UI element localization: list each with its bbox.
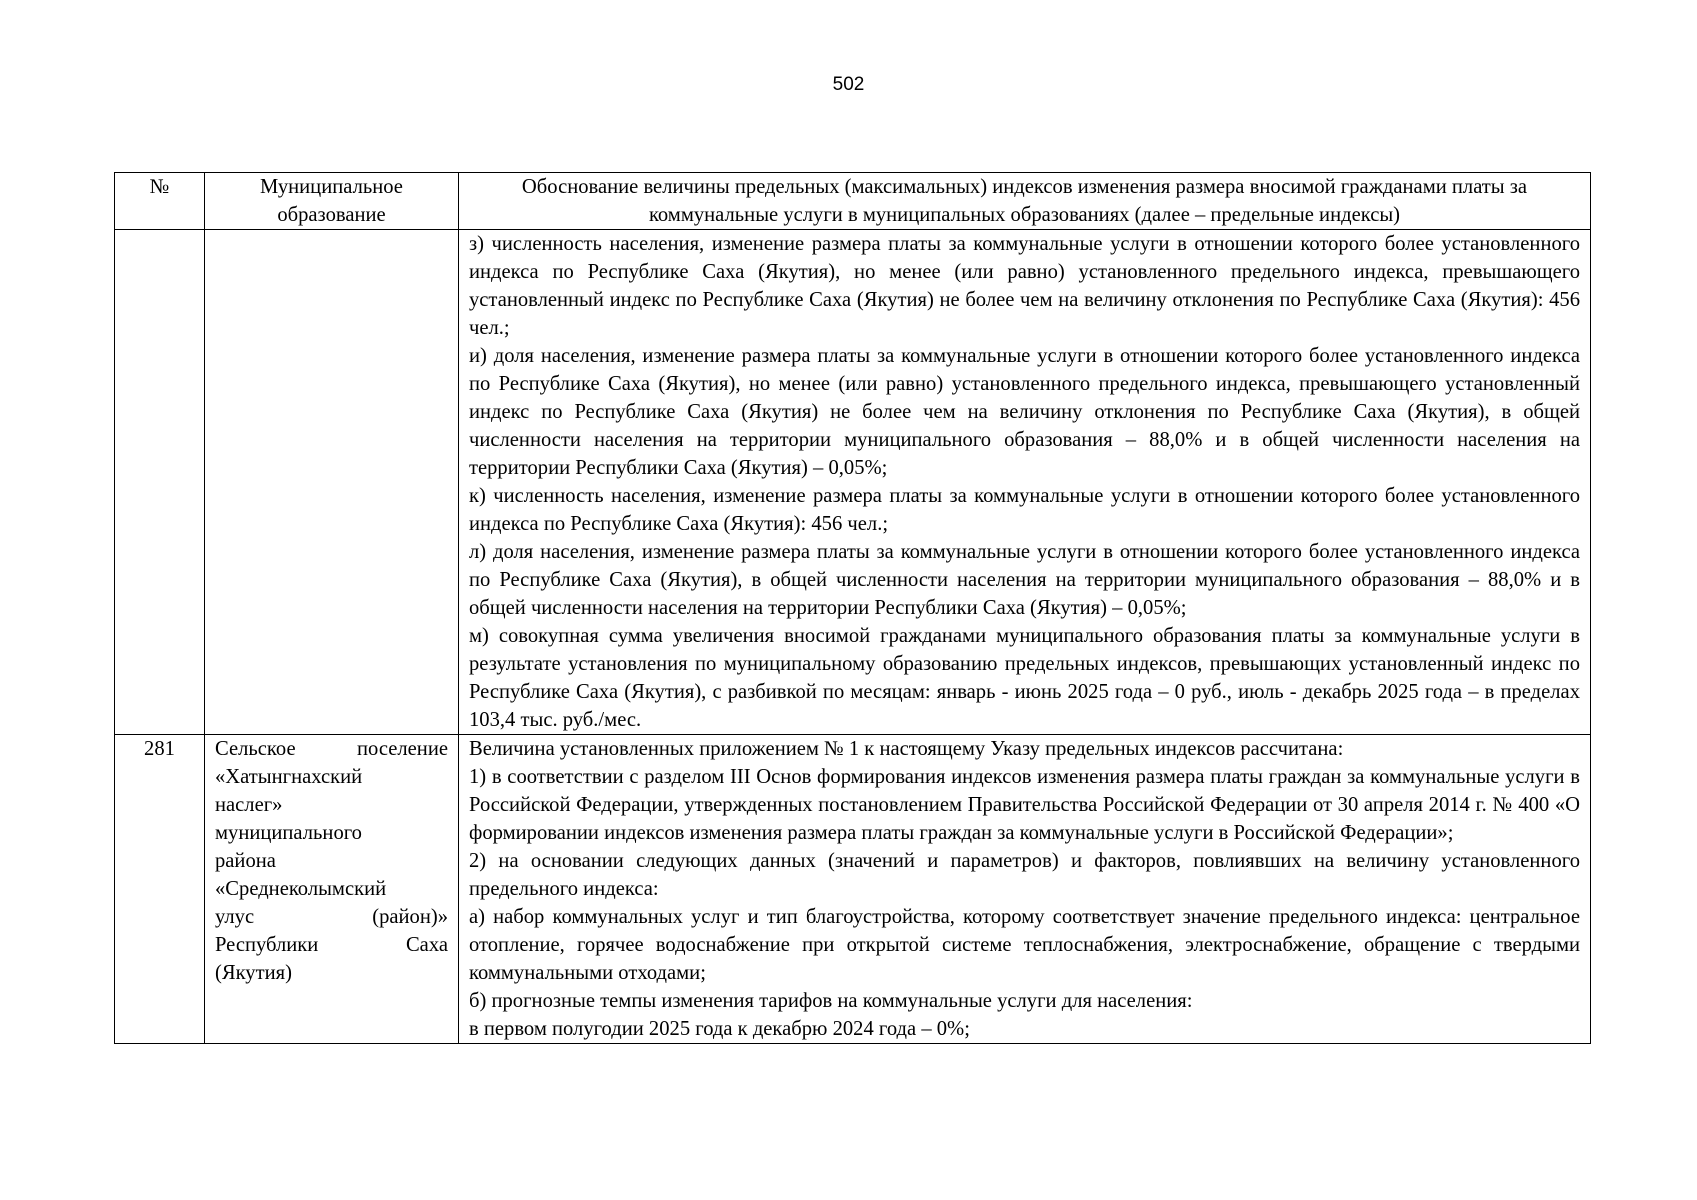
municipality-line: Республики Саха xyxy=(215,934,448,956)
row-number: 281 xyxy=(115,735,205,1044)
page-number: 502 xyxy=(832,74,865,95)
municipality-line: «Среднеколымский xyxy=(215,878,387,900)
paragraph-m: м) совокупная сумма увеличения вносимой гражданами муниципального образования платы за коммунальные услуги в результате установления по муниципальному образованию предельных индексов, превышающих установленный индекс по Республике Саха (Якутия), с разбивкой по месяцам: январь - июнь 2025 года – 0 руб., июль - декабрь 2025 года – в пределах 103,4 тыс. руб./мес. xyxy=(469,625,1580,731)
paragraph-z: з) численность населения, изменение размера платы за коммунальные услуги в отношении которого более установленного индекса по Республике Саха (Якутия), но менее (или равно) установленного предельного индекса, превышающего установленный индекс по Республике Саха (Якутия) не более чем на величину отклонения по Республике Саха (Якутия): 456 чел.; xyxy=(469,233,1580,339)
paragraph-b: б) прогнозные темпы изменения тарифов на коммунальные услуги для населения: xyxy=(469,990,1193,1012)
header-justification: Обоснование величины предельных (максимальных) индексов изменения размера вносимой гражданами платы за коммунальные услуги в муниципальных образованиях (далее – предельные индексы) xyxy=(459,173,1591,230)
header-municipality: Муниципальное образование xyxy=(205,173,459,230)
row-justification xyxy=(459,230,1591,735)
header-num: № xyxy=(115,173,205,230)
paragraph-i: и) доля населения, изменение размера платы за коммунальные услуги в отношении которого более установленного индекса по Республике Саха (Якутия), но менее (или равно) установленного предельного индекса, превышающего установленный индекс по Республике Саха (Якутия) не более чем на величину отклонения по Республике Саха (Якутия), в общей численности населения на территории муниципального образования – 88,0% и в общей численности населения на территории Республики Саха (Якутия) – 0,05%; xyxy=(469,345,1580,479)
row-justification xyxy=(459,735,1591,1044)
table-row xyxy=(115,230,1591,735)
municipality-line: улус (район)» xyxy=(215,906,448,928)
row-municipality xyxy=(205,230,459,735)
paragraph-2: 2) на основании следующих данных (значений и параметров) и факторов, повлиявших на величину установленного предельного индекса: xyxy=(469,850,1580,900)
municipality-line: муниципального xyxy=(215,822,362,844)
table-row xyxy=(115,735,1591,1044)
paragraph-k: к) численность населения, изменение размера платы за коммунальные услуги в отношении которого более установленного индекса по Республике Саха (Якутия): 456 чел.; xyxy=(469,485,1580,535)
indices-table xyxy=(114,172,1591,1044)
municipality-line: «Хатынгнахский xyxy=(215,766,363,788)
municipality-line: района xyxy=(215,850,276,872)
paragraph-1: 1) в соответствии с разделом III Основ формирования индексов изменения размера платы граждан за коммунальные услуги в Российской Федерации, утвержденных постановлением Правительства Российской Федерации от 30 апреля 2014 г. № 400 «О формировании индексов изменения размера платы граждан за коммунальные услуги в Российской Федерации»; xyxy=(469,766,1580,844)
row-number xyxy=(115,230,205,735)
municipality-line: Сельское поселение xyxy=(215,738,448,760)
paragraph-intro: Величина установленных приложением № 1 к настоящему Указу предельных индексов рассчитана: xyxy=(469,738,1344,760)
paragraph-b-first-half: в первом полугодии 2025 года к декабрю 2024 года – 0%; xyxy=(469,1018,970,1040)
municipality-line: наслег» xyxy=(215,794,283,816)
paragraph-a: а) набор коммунальных услуг и тип благоустройства, которому соответствует значение предельного индекса: центральное отопление, горячее водоснабжение при открытой системе теплоснабжения, электроснабжение, обращение с твердыми коммунальными отходами; xyxy=(469,906,1580,984)
paragraph-l: л) доля населения, изменение размера платы за коммунальные услуги в отношении которого более установленного индекса по Республике Саха (Якутия), в общей численности населения на территории муниципального образования – 88,0% и в общей численности населения на территории Республики Саха (Якутия) – 0,05%; xyxy=(469,541,1580,619)
municipality-line: (Якутия) xyxy=(215,962,292,984)
row-municipality xyxy=(205,735,459,1044)
table-header-row xyxy=(115,173,1591,230)
